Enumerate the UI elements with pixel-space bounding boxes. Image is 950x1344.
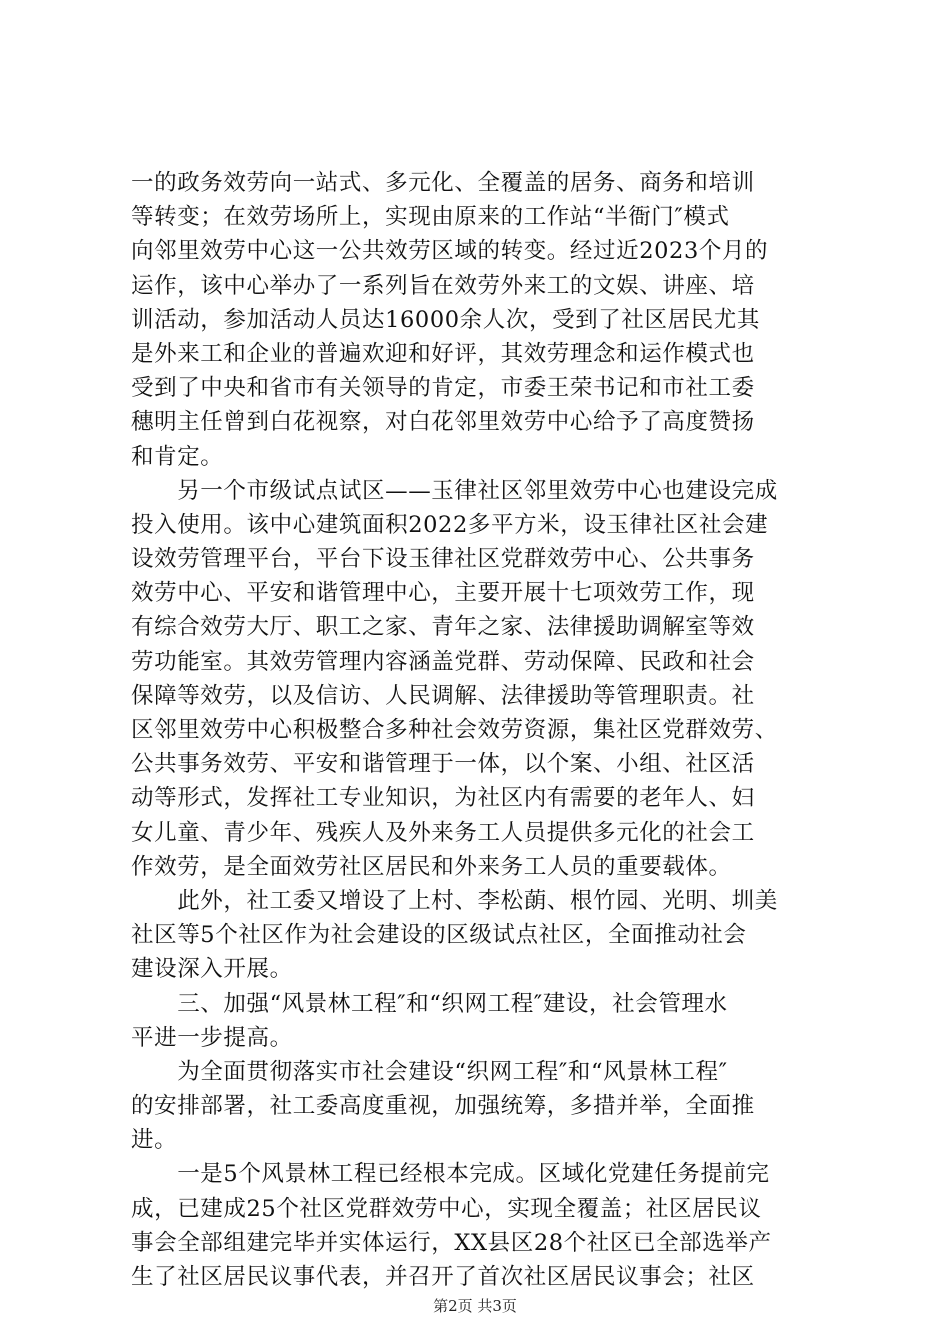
text-line: 投入使用。该中心建筑面积2022多平方米，设玉律社区社会建	[131, 511, 769, 538]
text-line: 训活动，参加活动人员达16000余人次，受到了社区居民尤其	[131, 306, 760, 333]
text-line: 社区等5个社区作为社会建设的区级试点社区，全面推动社会	[131, 922, 747, 949]
text-line: 公共事务效劳、平安和谐管理于一体，以个案、小组、社区活	[131, 751, 755, 778]
text-line: 区邻里效劳中心积极整合多种社会效劳资源，集社区党群效劳、	[131, 717, 778, 743]
text-line: 女儿童、青少年、残疾人及外来务工人员提供多元化的社会工	[131, 819, 755, 846]
text-line: 三、加强“风景林工程″和“织网工程″建设，社会管理水	[131, 990, 728, 1017]
text-line: 和肯定。	[131, 443, 224, 470]
page-footer: 第2页 共3页	[433, 1297, 517, 1315]
text-line: 劳功能室。其效劳管理内容涵盖党群、劳动保障、民政和社会	[131, 648, 755, 675]
text-line: 此外，社工委又增设了上村、李松蓢、根竹园、光明、圳美	[131, 887, 778, 914]
text-line: 运作，该中心举办了一系列旨在效劳外来工的文娱、讲座、培	[131, 272, 755, 299]
text-line: 等转变；在效劳场所上，实现由原来的工作站“半衙门″模式	[131, 204, 730, 231]
text-line: 穗明主任曾到白花视察，对白花邻里效劳中心给予了高度赞扬	[131, 409, 755, 436]
text-line: 动等形式，发挥社工专业知识，为社区内有需要的老年人、妇	[131, 785, 755, 812]
text-line: 为全面贯彻落实市社会建设“织网工程″和“风景林工程″	[131, 1058, 728, 1085]
text-line: 效劳中心、平安和谐管理中心，主要开展十七项效劳工作，现	[131, 580, 755, 607]
text-line: 生了社区居民议事代表，并召开了首次社区居民议事会；社区	[131, 1264, 755, 1290]
text-line: 的安排部署，社工委高度重视，加强统筹，多措并举，全面推	[131, 1093, 755, 1120]
text-line: 进。	[131, 1127, 178, 1154]
text-line: 平进一步提高。	[131, 1024, 293, 1051]
text-line: 是外来工和企业的普遍欢迎和好评，其效劳理念和运作模式也	[131, 340, 755, 367]
text-line: 事会全部组建完毕并实体运行，XX县区28个社区已全部选举产	[131, 1229, 772, 1256]
text-line: 向邻里效劳中心这一公共效劳区域的转变。经过近2023个月的	[131, 238, 769, 265]
text-line: 成，已建成25个社区党群效劳中心，实现全覆盖；社区居民议	[131, 1195, 762, 1222]
text-line: 另一个市级试点试区——玉律社区邻里效劳中心也建设完成	[131, 477, 778, 504]
text-line: 设效劳管理平台，平台下设玉律社区党群效劳中心、公共事务	[131, 546, 755, 573]
text-line: 一是5个风景林工程已经根本完成。区域化党建任务提前完	[131, 1161, 770, 1188]
text-line: 一的政务效劳向一站式、多元化、全覆盖的居务、商务和培训	[131, 170, 755, 196]
text-line: 作效劳，是全面效劳社区居民和外来务工人员的重要载体。	[131, 853, 732, 880]
text-line: 受到了中央和省市有关领导的肯定，市委王荣书记和市社工委	[131, 375, 755, 402]
text-line: 建设深入开展。	[131, 956, 293, 983]
text-line: 保障等效劳，以及信访、人民调解、法律援助等管理职责。社	[131, 682, 755, 709]
text-line: 有综合效劳大厅、职工之家、青年之家、法律援助调解室等效	[131, 614, 755, 641]
body-text	[131, 166, 831, 1294]
